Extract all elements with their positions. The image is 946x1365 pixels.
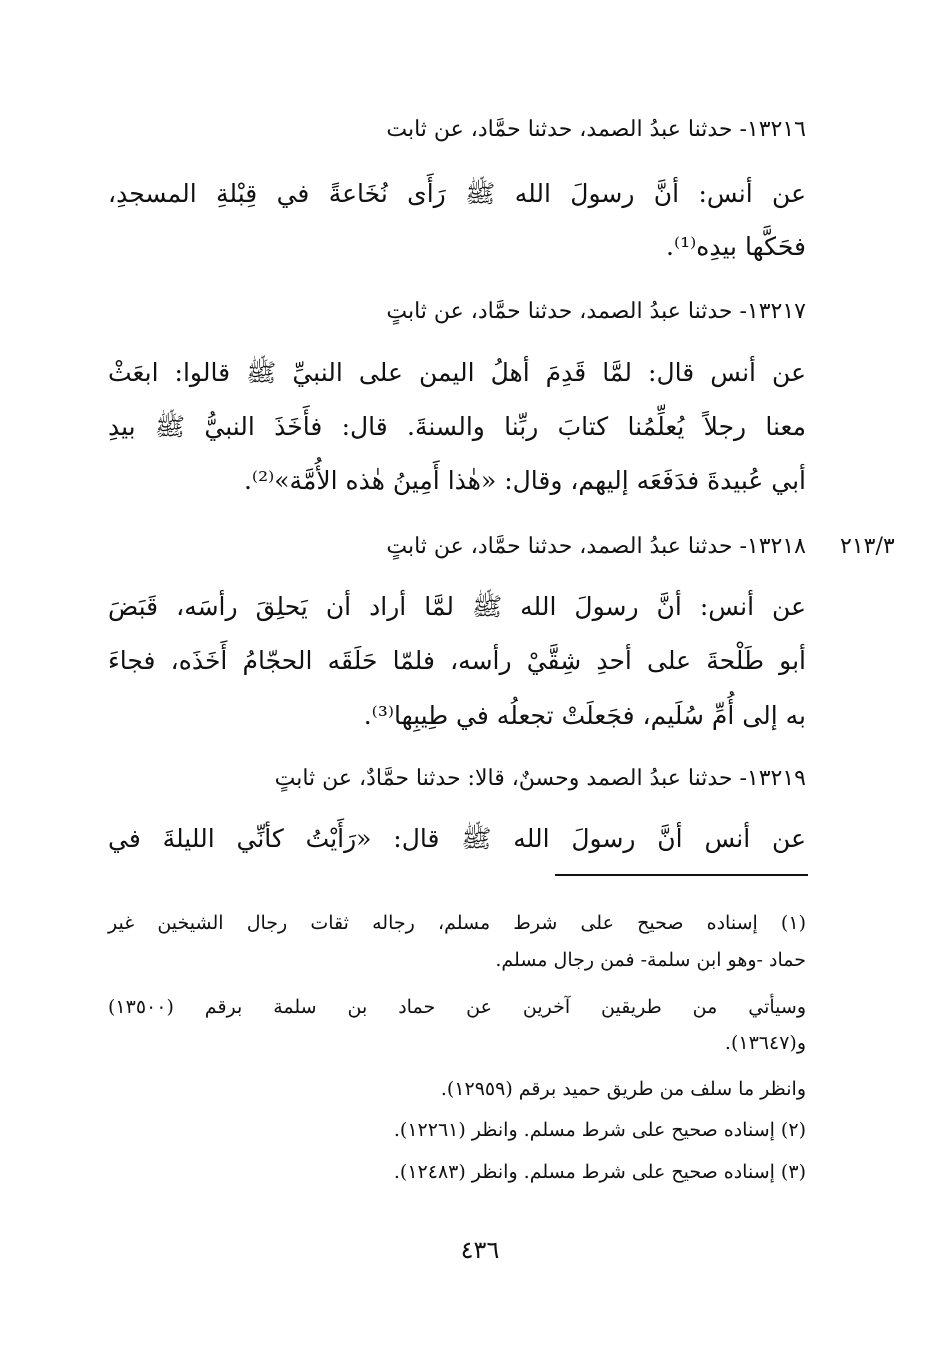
hadith-13219-matn-line-1: عن أنس أنَّ رسولَ الله ﷺ قال: «رَأَيْتُ كأنِّي الليلةَ في [108,824,806,853]
hadith-13216-matn-line-2: فحَكَّها بيدِه⁽¹⁾. [666,232,806,261]
hadith-13218-matn-line-2: أبو طَلْحةَ على أحدِ شِقَّيْ رأسه، فلمّا حَلَقَه الحجّامُ أَخَذَه، فجاءَ [108,646,806,675]
hadith-13218-matn-line-1: عن أنس: أنَّ رسولَ الله ﷺ لمَّا أراد أن يَحلِقَ رأسَه، قَبَضَ [108,592,806,621]
hadith-13217-isnad: ١٣٢١٧- حدثنا عبدُ الصمد، حدثنا حمَّاد، عن ثابتٍ [386,299,806,324]
hadith-13216-matn-line-1: عن أنس: أنَّ رسولَ الله ﷺ رَأَى نُخَاعةً في قِبْلةِ المسجدِ، [108,179,806,208]
hadith-13217-matn-line-3: أبي عُبيدةَ فدَفَعَه إليهم، وقال: «هٰذا أَمِينُ هٰذه الأُمَّة»⁽²⁾. [243,466,806,495]
footnote-1-line-2: حماد -وهو ابن سلمة- فمن رجال مسلم. [495,949,806,971]
footnote-1-line-1: (١) إسناده صحيح على شرط مسلم، رجاله ثقات رجال الشيخين غير [108,912,806,934]
hadith-13216-isnad: ١٣٢١٦- حدثنا عبدُ الصمد، حدثنا حمَّاد، عن ثابت [386,117,806,142]
footnote-3: (٣) إسناده صحيح على شرط مسلم. وانظر (١٢٤٨٣). [393,1161,806,1183]
footnote-1-line-5: وانظر ما سلف من طريق حميد برقم (١٢٩٥٩). [440,1078,806,1100]
hadith-13218-isnad: ١٣٢١٨- حدثنا عبدُ الصمد، حدثنا حمَّاد، عن ثابتٍ [386,534,806,559]
hadith-13218-matn-line-3: به إلى أُمِّ سُلَيم، فجَعلَتْ تجعلُه في طِيبِها⁽³⁾. [363,701,806,730]
page-number: ٤٣٦ [460,1236,500,1264]
footnote-2: (٢) إسناده صحيح على شرط مسلم. وانظر (١٢٢٦١). [393,1119,806,1141]
hadith-13217-matn-line-2: معنا رجلاً يُعلِّمُنا كتابَ ربِّنا والسنةَ. قال: فأَخَذَ النبيُّ ﷺ بيدِ [108,412,806,441]
hadith-13217-matn-line-1: عن أنس قال: لمَّا قَدِمَ أهلُ اليمن على النبيِّ ﷺ قالوا: ابعَثْ [108,358,806,387]
hadith-13219-isnad: ١٣٢١٩- حدثنا عبدُ الصمد وحسنٌ، قالا: حدثنا حمَّادٌ، عن ثابتٍ [274,766,806,791]
footnote-1-line-4: و(١٣٦٤٧). [724,1032,806,1054]
footnote-1-line-3: وسيأتي من طريقين آخرين عن حماد بن سلمة برقم (١٣٥٠٠) [108,996,806,1018]
footnote-separator [555,874,808,876]
margin-volume-reference: ٢١٣/٣ [840,534,895,559]
